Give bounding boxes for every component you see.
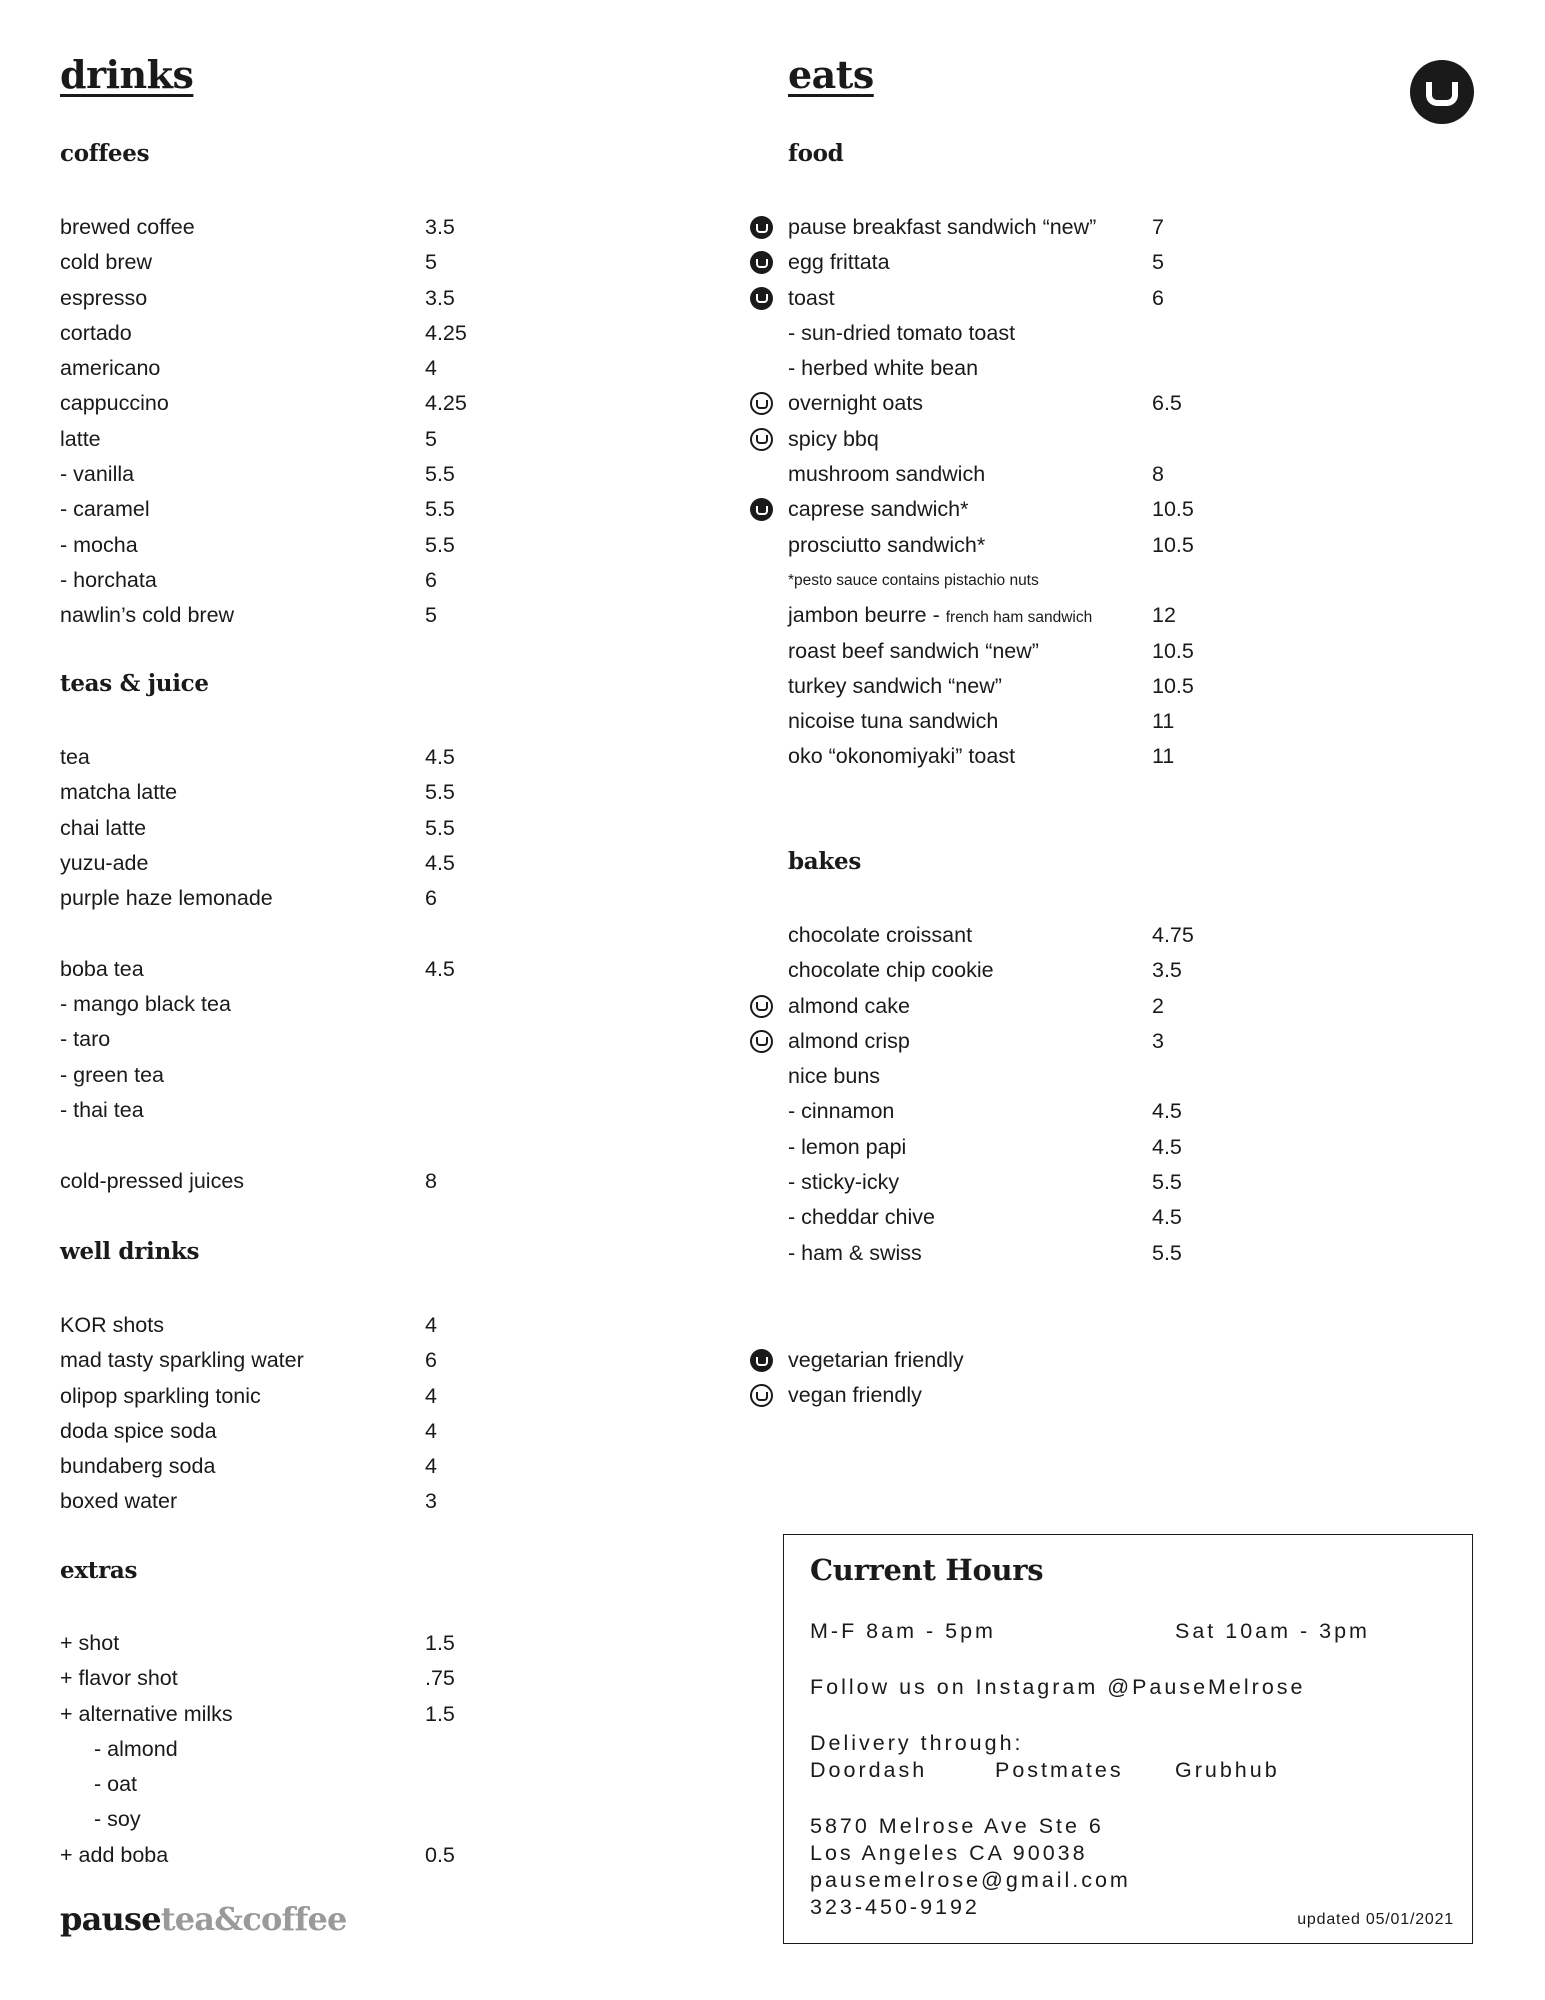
item-name: cortado xyxy=(60,320,132,345)
item-name: jambon beurre - xyxy=(788,603,946,628)
menu-item xyxy=(788,457,1488,492)
menu-item xyxy=(60,952,760,987)
item-price: 6.5 xyxy=(1152,391,1182,416)
item-price: 7 xyxy=(1152,215,1164,239)
vegan-badge-icon xyxy=(750,392,773,415)
address-line-2: Los Angeles CA 90038 xyxy=(810,1841,1088,1865)
menu-item xyxy=(60,1379,760,1414)
menu-item xyxy=(788,422,1488,457)
item-price: 5 xyxy=(425,603,437,628)
menu-item xyxy=(60,1626,760,1661)
food-heading: food xyxy=(788,140,844,167)
menu-item xyxy=(60,1343,760,1378)
item-name: egg frittata xyxy=(788,250,890,275)
item-name: tea xyxy=(60,745,90,769)
brand-pause: pause xyxy=(60,1900,161,1938)
item-name: toast xyxy=(788,285,835,310)
item-name: cappuccino xyxy=(60,391,169,416)
item-price: 11 xyxy=(1152,744,1175,769)
item-price: .75 xyxy=(425,1666,455,1691)
item-name: - green tea xyxy=(60,1062,164,1087)
item-name: americano xyxy=(60,356,161,381)
menu-item xyxy=(60,1414,760,1449)
menu-item xyxy=(60,1697,760,1732)
menu-item xyxy=(60,775,760,810)
item-price: 4 xyxy=(425,1383,437,1408)
menu-item xyxy=(788,1059,1488,1094)
item-price: 8 xyxy=(425,1168,437,1193)
hours-title: Current Hours xyxy=(810,1553,1044,1587)
menu-item xyxy=(60,1767,760,1802)
item-name: - oat xyxy=(94,1772,138,1797)
menu-item xyxy=(788,1165,1488,1200)
item-price: 12 xyxy=(1152,603,1176,628)
item-name: - mocha xyxy=(60,532,138,557)
menu-item xyxy=(60,916,760,951)
item-price: 10.5 xyxy=(1152,532,1194,557)
item-name: chocolate croissant xyxy=(788,923,973,947)
item-name: + flavor shot xyxy=(60,1666,178,1691)
delivery-postmates: Postmates xyxy=(995,1758,1124,1782)
menu-item xyxy=(60,1838,760,1873)
item-name: boba tea xyxy=(60,956,144,981)
menu-item xyxy=(60,598,760,633)
menu-item xyxy=(60,1093,760,1128)
menu-item xyxy=(60,881,760,916)
menu-item xyxy=(788,210,1488,245)
item-price: 1.5 xyxy=(425,1701,455,1726)
item-price: 4.5 xyxy=(1152,1134,1182,1159)
item-name: nice buns xyxy=(788,1064,881,1089)
item-price: 4 xyxy=(425,1313,437,1337)
item-name: - vanilla xyxy=(60,462,135,487)
item-name: + alternative milks xyxy=(60,1701,233,1726)
vegan-badge-icon xyxy=(750,995,773,1018)
menu-item xyxy=(60,1484,760,1519)
legend-item xyxy=(788,1378,1488,1413)
menu-item xyxy=(788,953,1488,988)
menu-item xyxy=(60,1802,760,1837)
item-name: yuzu-ade xyxy=(60,850,149,875)
item-name: mad tasty sparkling water xyxy=(60,1348,304,1373)
menu-item xyxy=(60,1732,760,1767)
item-price: 5.5 xyxy=(1152,1170,1182,1195)
menu-item xyxy=(60,811,760,846)
item-name: turkey sandwich “new” xyxy=(788,673,1002,698)
item-name: prosciutto sandwich* xyxy=(788,532,986,557)
vegan-badge-icon xyxy=(750,428,773,451)
item-name: olipop sparkling tonic xyxy=(60,1383,261,1408)
item-price: 5.5 xyxy=(1152,1240,1182,1265)
menu-item xyxy=(60,245,760,280)
brand-wordmark xyxy=(60,1900,347,1938)
coffees-list xyxy=(60,210,760,634)
menu-item xyxy=(60,563,760,598)
item-name: brewed coffee xyxy=(60,215,195,239)
drinks-title: drinks xyxy=(60,52,194,97)
menu-item xyxy=(60,1022,760,1057)
item-name: bundaberg soda xyxy=(60,1454,216,1479)
item-name: pause breakfast sandwich “new” xyxy=(788,215,1097,239)
item-name: spicy bbq xyxy=(788,426,879,451)
menu-item xyxy=(60,1164,760,1199)
well-drinks-heading: well drinks xyxy=(60,1238,200,1265)
item-price: 6 xyxy=(1152,285,1164,310)
item-name: *pesto sauce contains pistachio nuts xyxy=(788,571,1039,589)
teas-juice-heading: teas & juice xyxy=(60,670,209,697)
menu-item xyxy=(788,1200,1488,1235)
item-price: 4.5 xyxy=(1152,1099,1182,1124)
item-name: matcha latte xyxy=(60,780,178,805)
menu-item xyxy=(788,989,1488,1024)
extras-list xyxy=(60,1626,760,1873)
menu-item xyxy=(60,351,760,386)
legend-label: vegan friendly xyxy=(788,1383,922,1408)
item-price: 10.5 xyxy=(1152,638,1194,663)
item-name: almond cake xyxy=(788,993,910,1018)
menu-item xyxy=(788,1130,1488,1165)
item-price: 5 xyxy=(1152,250,1164,275)
item-price: 2 xyxy=(1152,993,1164,1018)
menu-item xyxy=(60,1058,760,1093)
menu-item xyxy=(60,1449,760,1484)
menu-item xyxy=(60,422,760,457)
bakes-list xyxy=(788,918,1488,1271)
item-price: 6 xyxy=(425,886,437,911)
menu-item xyxy=(60,987,760,1022)
delivery-grubhub: Grubhub xyxy=(1175,1758,1280,1782)
vegan-badge-icon xyxy=(750,1030,773,1053)
menu-item xyxy=(60,316,760,351)
item-price: 5.5 xyxy=(425,462,455,487)
phone: 323-450-9192 xyxy=(810,1895,980,1919)
menu-item xyxy=(60,492,760,527)
item-price: 4 xyxy=(425,1418,437,1443)
menu-item xyxy=(60,1308,760,1343)
item-price: 3 xyxy=(425,1489,437,1514)
item-name: latte xyxy=(60,426,101,451)
item-name: - cinnamon xyxy=(788,1099,895,1124)
item-name: - herbed white bean xyxy=(788,356,979,381)
item-name: - cheddar chive xyxy=(788,1205,935,1230)
menu-item xyxy=(60,846,760,881)
item-name: purple haze lemonade xyxy=(60,886,273,911)
delivery-doordash: Doordash xyxy=(810,1758,928,1782)
item-price: 5 xyxy=(425,426,437,451)
item-price: 10.5 xyxy=(1152,497,1194,522)
coffees-heading: coffees xyxy=(60,140,150,167)
legend-label: vegetarian friendly xyxy=(788,1348,964,1372)
item-name: chai latte xyxy=(60,815,147,840)
item-price: 4.5 xyxy=(425,850,455,875)
address-line-1: 5870 Melrose Ave Ste 6 xyxy=(810,1814,1104,1838)
item-name: boxed water xyxy=(60,1489,178,1514)
saturday-hours: Sat 10am - 3pm xyxy=(1175,1619,1370,1643)
weekday-hours: M-F 8am - 5pm xyxy=(810,1619,996,1643)
item-name: mushroom sandwich xyxy=(788,462,986,487)
menu-item xyxy=(788,634,1488,669)
item-price: 10.5 xyxy=(1152,673,1194,698)
item-name: oko “okonomiyaki” toast xyxy=(788,744,1016,769)
item-price: 3 xyxy=(1152,1028,1164,1053)
menu-item xyxy=(60,210,760,245)
bakes-heading: bakes xyxy=(788,848,862,875)
item-price: 5.5 xyxy=(425,532,455,557)
menu-item xyxy=(788,918,1488,953)
vegan-badge-icon xyxy=(750,1384,773,1407)
item-price: 0.5 xyxy=(425,1842,455,1867)
item-name: caprese sandwich* xyxy=(788,497,969,522)
item-price: 4.25 xyxy=(425,391,467,416)
teas-juice-list xyxy=(60,740,760,1199)
menu-item xyxy=(788,386,1488,421)
item-name: chocolate chip cookie xyxy=(788,958,994,983)
item-name: - mango black tea xyxy=(60,992,231,1017)
item-price: 6 xyxy=(425,1348,437,1373)
item-price: 5.5 xyxy=(425,497,455,522)
item-price: 4.5 xyxy=(1152,1205,1182,1230)
well-drinks-list xyxy=(60,1308,760,1520)
item-price: 4.25 xyxy=(425,320,467,345)
food-list xyxy=(788,210,1488,775)
item-price: 3.5 xyxy=(1152,958,1182,983)
item-price: 3.5 xyxy=(425,215,455,239)
item-price: 1.5 xyxy=(425,1631,455,1655)
menu-item xyxy=(788,351,1488,386)
menu-item xyxy=(788,316,1488,351)
item-price: 4.5 xyxy=(425,956,455,981)
brand-tea-coffee: tea&coffee xyxy=(160,1900,347,1938)
menu-item xyxy=(60,1661,760,1696)
menu-item xyxy=(788,528,1488,563)
current-hours-box xyxy=(783,1534,1473,1944)
item-price: 3.5 xyxy=(425,285,455,310)
item-name: - horchata xyxy=(60,567,157,592)
item-name: - taro xyxy=(60,1027,111,1052)
updated-date: updated 05/01/2021 xyxy=(1297,1911,1454,1928)
item-price: 4.75 xyxy=(1152,923,1194,947)
vegetarian-badge-icon xyxy=(750,251,773,274)
item-name: nawlin’s cold brew xyxy=(60,603,235,628)
menu-item xyxy=(60,740,760,775)
item-name: nicoise tuna sandwich xyxy=(788,709,999,734)
item-price: 4 xyxy=(425,356,437,381)
item-subtitle: french ham sandwich xyxy=(945,609,1093,627)
menu-item xyxy=(788,1094,1488,1129)
menu-item xyxy=(60,1128,760,1163)
item-name: cold brew xyxy=(60,250,153,275)
item-price: 5.5 xyxy=(425,780,455,805)
vegetarian-badge-icon xyxy=(750,1349,773,1372)
item-name-wrap xyxy=(788,598,1092,635)
u-mark-icon xyxy=(1410,60,1474,124)
item-price: 5 xyxy=(425,250,437,275)
item-name: doda spice soda xyxy=(60,1418,217,1443)
item-name: - almond xyxy=(94,1736,178,1761)
email: pausemelrose@gmail.com xyxy=(810,1868,1131,1892)
item-name: cold-pressed juices xyxy=(60,1168,245,1193)
menu-item xyxy=(60,386,760,421)
item-name: roast beef sandwich “new” xyxy=(788,638,1039,663)
vegetarian-badge-icon xyxy=(750,287,773,310)
menu-item xyxy=(788,245,1488,280)
item-name: almond crisp xyxy=(788,1028,910,1053)
item-name: + shot xyxy=(60,1631,120,1655)
menu-item xyxy=(60,528,760,563)
item-name: - caramel xyxy=(60,497,150,522)
item-name: overnight oats xyxy=(788,391,924,416)
item-name: KOR shots xyxy=(60,1313,164,1337)
badge-legend xyxy=(788,1343,1488,1414)
item-name: - sticky-icky xyxy=(788,1170,900,1195)
item-name: - sun-dried tomato toast xyxy=(788,320,1016,345)
vegetarian-badge-icon xyxy=(750,498,773,521)
vegetarian-badge-icon xyxy=(750,216,773,239)
menu-item xyxy=(788,1236,1488,1271)
menu-item xyxy=(60,457,760,492)
item-price: 11 xyxy=(1152,709,1175,734)
item-price: 5.5 xyxy=(425,815,455,840)
menu-item xyxy=(788,563,1488,598)
delivery-label: Delivery through: xyxy=(810,1731,1024,1755)
menu-item xyxy=(788,598,1488,633)
item-price: 8 xyxy=(1152,462,1164,487)
extras-heading: extras xyxy=(60,1557,138,1584)
item-name: espresso xyxy=(60,285,148,310)
menu-item xyxy=(788,669,1488,704)
item-name: - thai tea xyxy=(60,1097,144,1122)
instagram-handle: Follow us on Instagram @PauseMelrose xyxy=(810,1675,1306,1699)
menu-item xyxy=(788,704,1488,739)
item-name: + add boba xyxy=(60,1842,169,1867)
menu-item xyxy=(788,1024,1488,1059)
menu-item xyxy=(788,492,1488,527)
item-price: 4 xyxy=(425,1454,437,1479)
item-price: 6 xyxy=(425,567,437,592)
menu-item xyxy=(60,281,760,316)
item-name: - soy xyxy=(94,1807,141,1832)
item-price: 4.5 xyxy=(425,745,455,769)
item-name: - lemon papi xyxy=(788,1134,907,1159)
menu-item xyxy=(788,281,1488,316)
eats-title: eats xyxy=(788,52,874,97)
legend-item xyxy=(788,1343,1488,1378)
item-name: - ham & swiss xyxy=(788,1240,922,1265)
menu-item xyxy=(788,739,1488,774)
